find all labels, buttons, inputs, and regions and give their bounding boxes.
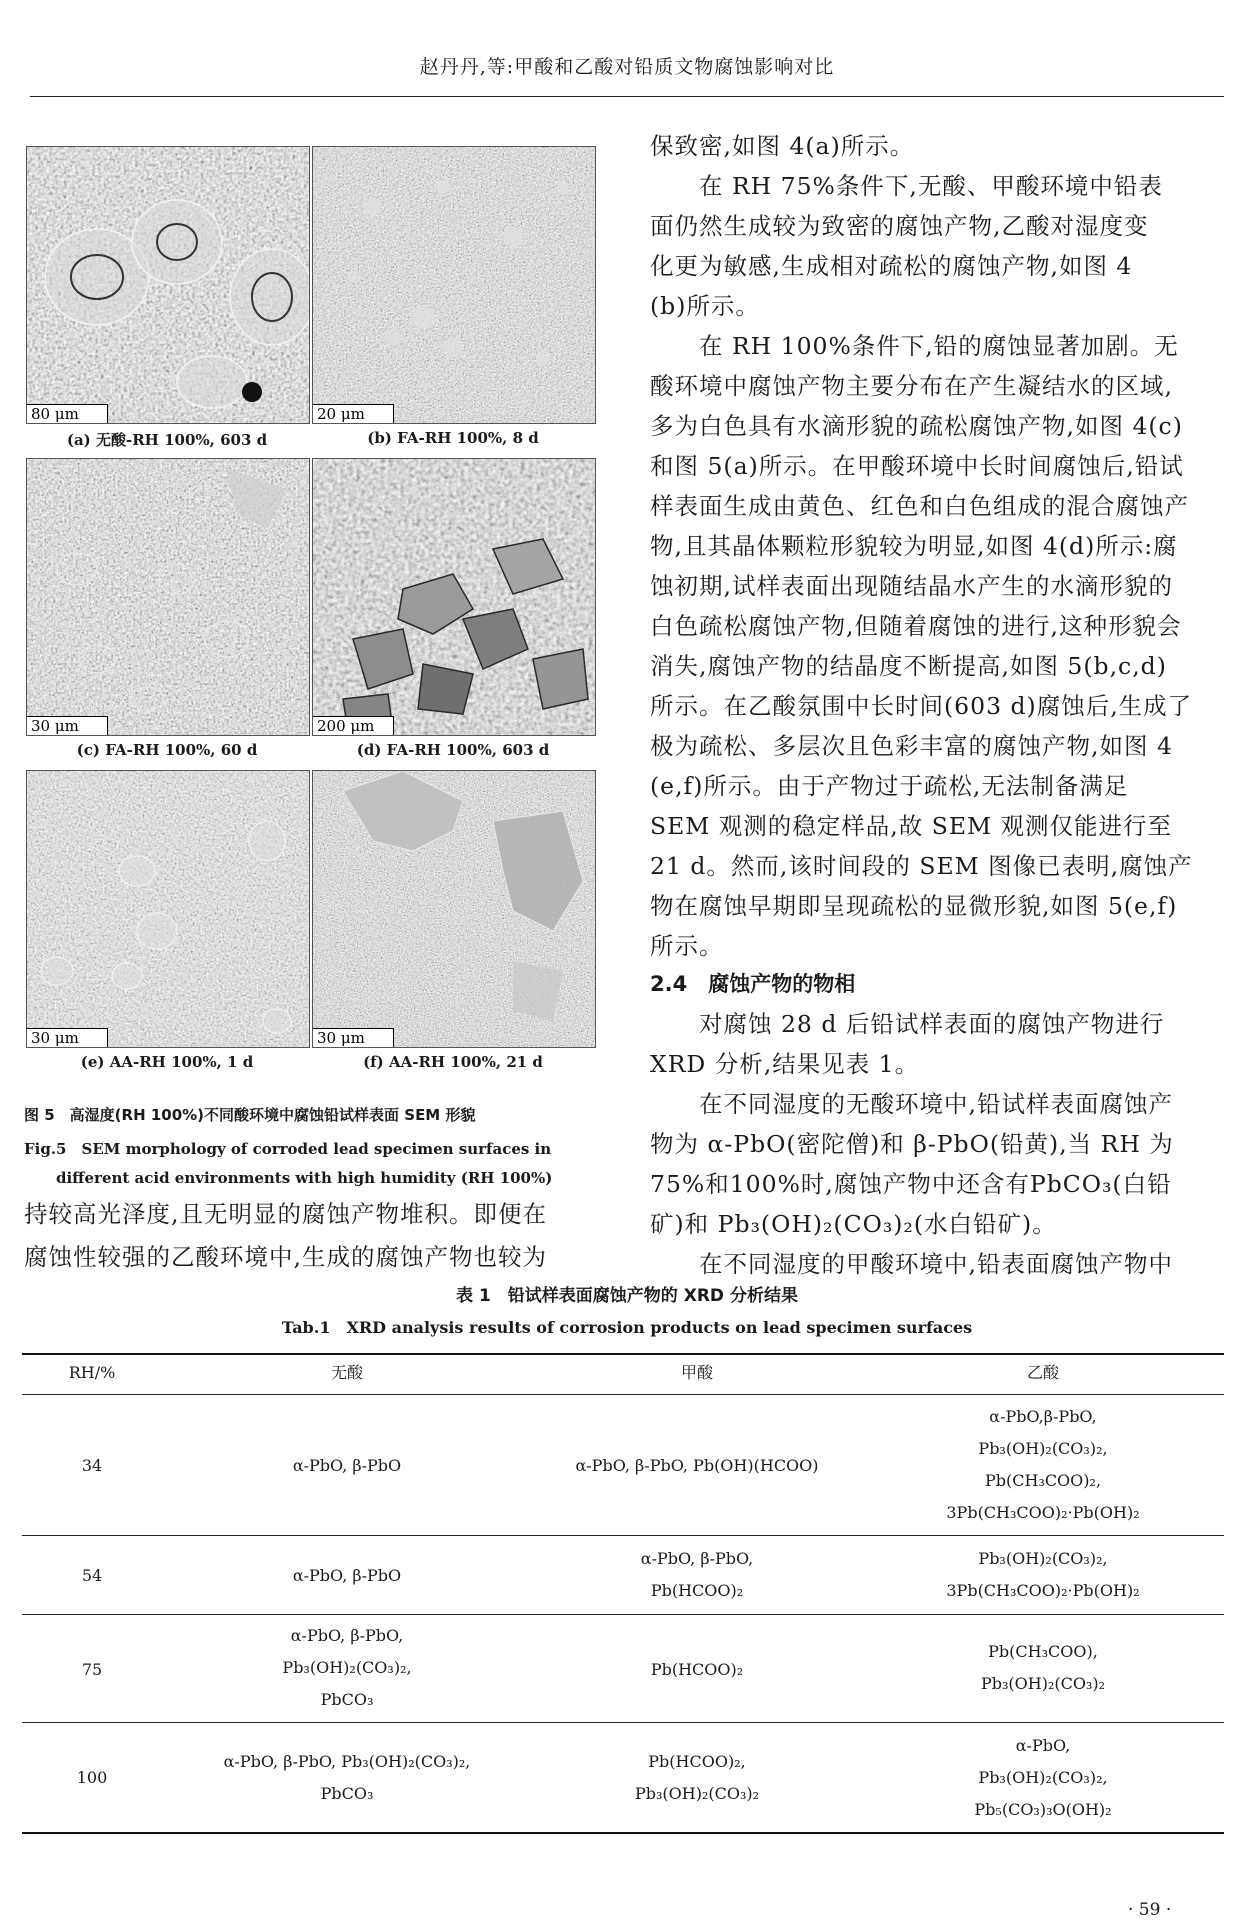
right-text-line: 在 RH 100%条件下,铅的腐蚀显著加剧。无 — [650, 332, 1179, 360]
table-bottom-rule — [22, 1832, 1224, 1834]
table-cell-fa — [532, 1450, 862, 1482]
table-cell-line: Pb₃(OH)₂(CO₃)₂, — [978, 1549, 1108, 1568]
scale-bar-c: 30 μm — [27, 716, 108, 735]
right-text-line: 酸环境中腐蚀产物主要分布在产生凝结水的区域, — [650, 372, 1173, 400]
left-text-line: 持较高光泽度,且无明显的腐蚀产物堆积。即便在 — [24, 1200, 547, 1228]
table-cell-none — [162, 1620, 532, 1716]
table-cell-none — [162, 1560, 532, 1592]
table-cell-line: 3Pb(CH₃COO)₂·Pb(OH)₂ — [946, 1503, 1140, 1522]
table-caption-en: Tab.1 XRD analysis results of corrosion products on lead specimen surfaces — [281, 1318, 973, 1337]
table-top-rule — [22, 1353, 1224, 1355]
table-header-aa: 乙酸 — [1026, 1363, 1059, 1382]
table-cell-rh: 75 — [81, 1660, 103, 1679]
sem-image-b — [313, 147, 595, 423]
table-cell-line: Pb₃(OH)₂(CO₃)₂, — [978, 1768, 1108, 1787]
right-text-line: 面仍然生成较为致密的腐蚀产物,乙酸对湿度变 — [650, 212, 1149, 240]
table-cell-rh: 54 — [81, 1566, 103, 1585]
table-cell-line: α-PbO, β-PbO, Pb₃(OH)₂(CO₃)₂, — [223, 1752, 471, 1771]
right-text-line: 矿)和 Pb₃(OH)₂(CO₃)₂(水白铅矿)。 — [650, 1210, 1057, 1238]
right-text-line: 所示。 — [650, 932, 724, 960]
table-cell-line: Pb₅(CO₃)₃O(OH)₂ — [974, 1800, 1112, 1819]
sem-panel-a — [26, 146, 310, 424]
right-text-line: 75%和100%时,腐蚀产物中还含有PbCO₃(白铅 — [650, 1170, 1172, 1198]
table-header-rule — [22, 1394, 1224, 1395]
right-text-line: 保致密,如图 4(a)所示。 — [650, 132, 915, 160]
sem-panel-e — [26, 770, 310, 1048]
right-text-line: 和图 5(a)所示。在甲酸环境中长时间腐蚀后,铅试 — [650, 452, 1184, 480]
table-cell-line: Pb(CH₃COO)₂, — [984, 1471, 1102, 1490]
sem-panel-d — [312, 458, 596, 736]
right-text-line: 化更为敏感,生成相对疏松的腐蚀产物,如图 4 — [650, 252, 1133, 280]
sem-panel-b — [312, 146, 596, 424]
table-cell-line: Pb₃(OH)₂(CO₃)₂ — [980, 1674, 1106, 1693]
right-text-line: 多为白色具有水滴形貌的疏松腐蚀产物,如图 4(c) — [650, 412, 1183, 440]
table-cell-aa — [862, 1636, 1224, 1700]
scale-bar-f: 30 μm — [313, 1028, 394, 1047]
table-cell-fa — [532, 1746, 862, 1810]
table-cell-line: α-PbO, β-PbO, — [290, 1626, 404, 1645]
figure-caption-cn: 图 5 高湿度(RH 100%)不同酸环境中腐蚀铅试样表面 SEM 形貌 — [24, 1106, 476, 1124]
scale-bar-d: 200 μm — [313, 716, 394, 735]
table-cell-line: PbCO₃ — [320, 1784, 374, 1803]
sem-image-f — [313, 771, 595, 1047]
table-row-rule — [22, 1722, 1224, 1723]
table-cell-aa — [862, 1543, 1224, 1607]
figure-caption-en-line1: Fig.5 SEM morphology of corroded lead specimen surfaces in — [24, 1140, 552, 1158]
table-cell-line: Pb(HCOO)₂ — [650, 1660, 744, 1679]
right-text-line: 样表面生成由黄色、红色和白色组成的混合腐蚀产 — [650, 492, 1189, 520]
table-cell-rh: 100 — [76, 1768, 108, 1787]
table-cell-line: Pb(HCOO)₂ — [650, 1581, 744, 1600]
subcaption-e: (e) AA-RH 100%, 1 d — [80, 1053, 254, 1071]
sem-image-e — [27, 771, 309, 1047]
table-cell-none — [162, 1450, 532, 1482]
right-text-line: (e,f)所示。由于产物过于疏松,无法制备满足 — [650, 772, 1129, 800]
subcaption-f: (f) AA-RH 100%, 21 d — [363, 1053, 543, 1071]
sem-image-d — [313, 459, 595, 735]
table-cell-aa — [862, 1730, 1224, 1826]
right-text-line: SEM 观测的稳定样品,故 SEM 观测仅能进行至 — [650, 812, 1173, 840]
right-text-line: 所示。在乙酸氛围中长时间(603 d)腐蚀后,生成了 — [650, 692, 1193, 720]
table-cell-line: Pb₃(OH)₂(CO₃)₂ — [634, 1784, 760, 1803]
table-caption-cn: 表 1 铅试样表面腐蚀产物的 XRD 分析结果 — [456, 1286, 798, 1306]
subcaption-a: (a) 无酸-RH 100%, 603 d — [66, 431, 268, 449]
right-text-line: 物,且其晶体颗粒形貌较为明显,如图 4(d)所示:腐 — [650, 532, 1178, 560]
scale-bar-b: 20 μm — [313, 404, 394, 423]
right-text-line: 在不同湿度的甲酸环境中,铅表面腐蚀产物中 — [650, 1250, 1173, 1278]
table-row-rule — [22, 1614, 1224, 1615]
table-cell-line: α-PbO, — [1015, 1736, 1071, 1755]
table-cell-fa — [532, 1543, 862, 1607]
table-row-rule — [22, 1535, 1224, 1536]
table-cell-line: 3Pb(CH₃COO)₂·Pb(OH)₂ — [946, 1581, 1140, 1600]
table-cell-aa — [862, 1401, 1224, 1529]
table-cell-line: Pb₃(OH)₂(CO₃)₂, — [978, 1439, 1108, 1458]
table-cell-line: α-PbO, β-PbO, — [640, 1549, 754, 1568]
sem-image-a — [27, 147, 309, 423]
right-text-line: 物在腐蚀早期即呈现疏松的显微形貌,如图 5(e,f) — [650, 892, 1178, 920]
table-cell-line: Pb(CH₃COO), — [988, 1642, 1098, 1661]
sem-panel-c — [26, 458, 310, 736]
page-number: · 59 · — [1128, 1900, 1172, 1920]
table-cell-rh: 34 — [81, 1456, 103, 1475]
section-heading: 2.4 腐蚀产物的物相 — [650, 972, 856, 996]
sem-image-c — [27, 459, 309, 735]
table-cell-line: α-PbO, β-PbO — [292, 1456, 402, 1475]
right-text-line: 极为疏松、多层次且色彩丰富的腐蚀产物,如图 4 — [650, 732, 1173, 760]
sem-panel-f — [312, 770, 596, 1048]
table-cell-line: α-PbO, β-PbO, Pb(OH)(HCOO) — [575, 1456, 819, 1475]
right-text-line: 消失,腐蚀产物的结晶度不断提高,如图 5(b,c,d) — [650, 652, 1167, 680]
right-text-line: 物为 α-PbO(密陀僧)和 β-PbO(铅黄),当 RH 为 — [650, 1130, 1174, 1158]
table-header-none: 无酸 — [330, 1363, 363, 1382]
right-text-line: XRD 分析,结果见表 1。 — [650, 1050, 920, 1078]
right-text-line: 21 d。然而,该时间段的 SEM 图像已表明,腐蚀产 — [650, 852, 1193, 880]
table-cell-line: Pb(HCOO)₂, — [648, 1752, 746, 1771]
scale-bar-e: 30 μm — [27, 1028, 108, 1047]
table-cell-none — [162, 1746, 532, 1810]
scale-bar-a: 80 μm — [27, 404, 108, 423]
figure-caption-en — [24, 1135, 614, 1193]
subcaption-d: (d) FA-RH 100%, 603 d — [356, 741, 550, 759]
table-header-rh: RH/% — [68, 1363, 116, 1382]
right-text-line: 在不同湿度的无酸环境中,铅试样表面腐蚀产 — [650, 1090, 1173, 1118]
subcaption-c: (c) FA-RH 100%, 60 d — [76, 741, 258, 759]
right-text-line: 在 RH 75%条件下,无酸、甲酸环境中铅表 — [650, 172, 1163, 200]
right-text-line: (b)所示。 — [650, 292, 760, 320]
header-rule — [30, 96, 1224, 97]
right-text-line: 对腐蚀 28 d 后铅试样表面的腐蚀产物进行 — [650, 1010, 1165, 1038]
table-cell-line: α-PbO,β-PbO, — [989, 1407, 1097, 1426]
right-text-line: 白色疏松腐蚀产物,但随着腐蚀的进行,这种形貌会 — [650, 612, 1182, 640]
figure-caption-en-line2: different acid environments with high humidity (RH 100%) — [56, 1169, 553, 1187]
subcaption-b: (b) FA-RH 100%, 8 d — [367, 429, 539, 447]
table-cell-fa — [532, 1654, 862, 1686]
right-text-line: 蚀初期,试样表面出现随结晶水产生的水滴形貌的 — [650, 572, 1173, 600]
left-text-line: 腐蚀性较强的乙酸环境中,生成的腐蚀产物也较为 — [24, 1243, 547, 1271]
table-cell-line: α-PbO, β-PbO — [292, 1566, 402, 1585]
table-header-fa: 甲酸 — [680, 1363, 713, 1382]
running-title: 赵丹丹,等:甲酸和乙酸对铅质文物腐蚀影响对比 — [419, 56, 835, 78]
table-cell-line: PbCO₃ — [320, 1690, 374, 1709]
table-cell-line: Pb₃(OH)₂(CO₃)₂, — [282, 1658, 412, 1677]
